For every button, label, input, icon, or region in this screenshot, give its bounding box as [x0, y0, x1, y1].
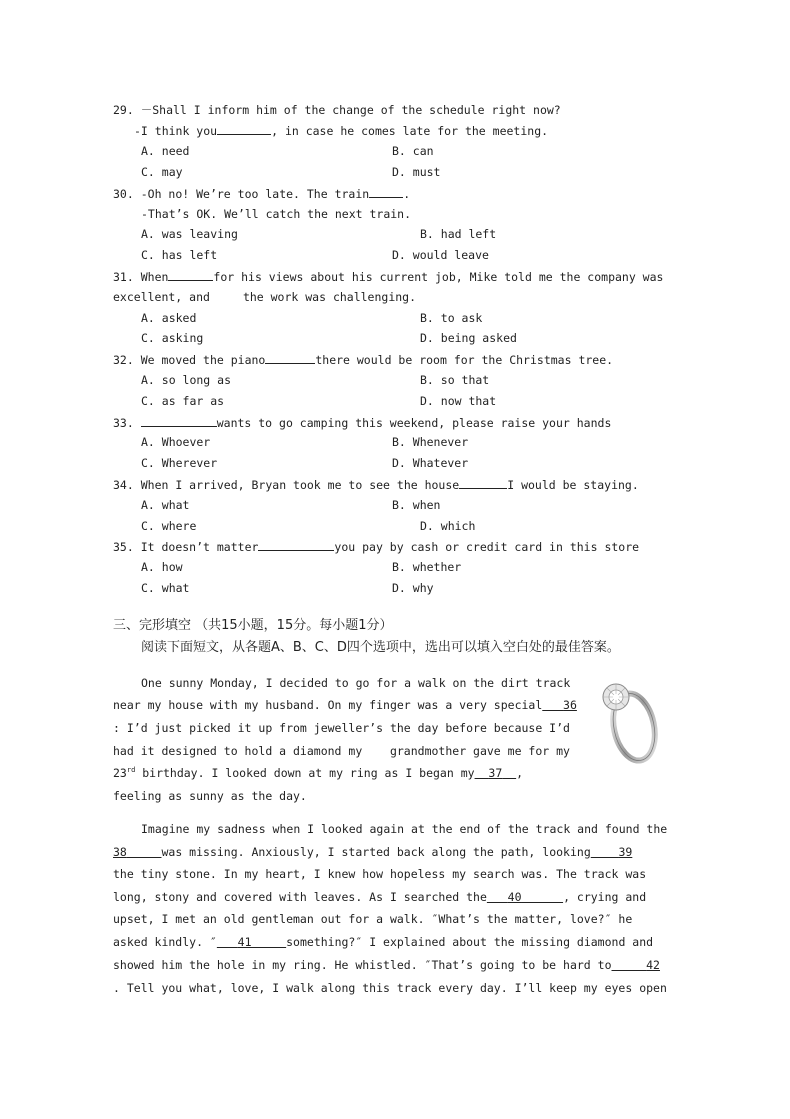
option[interactable]: D. would leave — [392, 248, 489, 262]
option[interactable]: C. where — [141, 519, 197, 533]
option[interactable]: A. asked — [141, 311, 197, 325]
passage-line: had it designed to hold a diamond my grandmother gave me for my — [113, 744, 570, 758]
section-instruction: 阅读下面短文，从各题A、B、C、D四个选项中，选出可以填入空白处的最佳答案。 — [141, 640, 620, 655]
option[interactable]: A. was leaving — [141, 227, 238, 241]
question-32-stem: 32. We moved the piano there would be room for the Christmas tree. — [113, 353, 614, 367]
answer-blank[interactable] — [459, 477, 507, 489]
option[interactable]: D. why — [392, 581, 434, 595]
blank-39[interactable]: 39 — [618, 845, 633, 859]
blank-41[interactable]: 41 — [237, 935, 252, 949]
question-30-stem2: -That’s OK. We’ll catch the next train. — [141, 207, 412, 221]
answer-blank[interactable] — [168, 269, 213, 281]
blank-38[interactable]: 38 — [113, 845, 127, 859]
answer-blank[interactable] — [258, 539, 334, 551]
blank-37[interactable]: 37 — [488, 766, 503, 780]
question-35-stem: 35. It doesn’t matter you pay by cash or credit card in this store — [113, 540, 640, 554]
option[interactable]: B. can — [392, 144, 434, 158]
option[interactable]: C. has left — [141, 248, 218, 262]
passage-line: : I’d just picked it up from jeweller’s the day before because I’d — [113, 721, 570, 735]
answer-blank[interactable] — [265, 352, 315, 364]
option[interactable]: D. Whatever — [392, 456, 469, 470]
passage-line: feeling as sunny as the day. — [113, 789, 307, 803]
diamond-ring-image — [596, 677, 662, 769]
option[interactable]: C. may — [141, 165, 183, 179]
option[interactable]: B. so that — [420, 373, 490, 387]
option[interactable]: D. now that — [420, 394, 497, 408]
answer-blank[interactable] — [217, 123, 271, 135]
option[interactable]: B. whether — [392, 560, 462, 574]
option[interactable]: A. so long as — [141, 373, 232, 387]
option[interactable]: B. when — [392, 498, 441, 512]
passage-line: 23rd birthday. I looked down at my ring as I began my 37 , — [113, 766, 524, 780]
passage-line: 38 was missing. Anxiously, I started back along the path, looking 39 — [113, 845, 633, 859]
question-33-stem: 33. wants to go camping this weekend, please raise your hands — [113, 416, 612, 430]
option[interactable]: C. asking — [141, 331, 204, 345]
passage-line: the tiny stone. In my heart, I knew how hopeless my search was. The track was — [113, 867, 647, 881]
blank-40[interactable]: 40 — [507, 890, 522, 904]
option[interactable]: C. Wherever — [141, 456, 218, 470]
answer-blank[interactable] — [141, 415, 217, 427]
passage-line: . Tell you what, love, I walk along this track every day. I’ll keep my eyes open — [113, 981, 667, 995]
question-34-stem: 34. When I arrived, Bryan took me to see the house I would be staying. — [113, 478, 639, 492]
option[interactable]: D. which — [420, 519, 476, 533]
passage-line: asked kindly. ″ 41 something?″ I explained about the missing diamond and — [113, 935, 654, 949]
option[interactable]: A. need — [141, 144, 190, 158]
question-31-stem2: excellent, and the work was challenging. — [113, 290, 417, 304]
option[interactable]: C. as far as — [141, 394, 225, 408]
passage-line: One sunny Monday, I decided to go for a walk on the dirt track — [141, 676, 571, 690]
section-heading: 三、完形填空 （共15小题，15分。每小题1分） — [113, 618, 393, 633]
option[interactable]: B. to ask — [420, 311, 483, 325]
passage-line: Imagine my sadness when I looked again at the end of the track and found the — [141, 822, 668, 836]
option[interactable]: D. being asked — [420, 331, 517, 345]
passage-line: long, stony and covered with leaves. As I searched the 40 , crying and — [113, 890, 647, 904]
question-29-stem2: -I think you , in case he comes late for the meeting. — [134, 124, 549, 138]
option[interactable]: A. what — [141, 498, 190, 512]
option[interactable]: A. how — [141, 560, 183, 574]
option[interactable]: D. must — [392, 165, 441, 179]
blank-42[interactable]: 42 — [646, 958, 660, 972]
blank-36[interactable]: 36 — [563, 698, 577, 712]
passage-line: showed him the hole in my ring. He whistled. ″That’s going to be hard to 42 — [113, 958, 660, 972]
option[interactable]: A. Whoever — [141, 435, 211, 449]
option[interactable]: C. what — [141, 581, 190, 595]
question-31-stem: 31. When for his views about his current job, Mike told me the company was — [113, 270, 664, 284]
answer-blank[interactable] — [369, 186, 403, 198]
option[interactable]: B. had left — [420, 227, 497, 241]
option[interactable]: B. Whenever — [392, 435, 469, 449]
question-29-stem: 29. －Shall I inform him of the change of the schedule right now? — [113, 103, 561, 117]
question-30-stem: 30. -Oh no! We’re too late. The train . — [113, 187, 411, 201]
passage-line: near my house with my husband. On my finger was a very special 36 — [113, 698, 577, 712]
passage-line: upset, I met an old gentleman out for a walk. ″What’s the matter, love?″ he — [113, 912, 633, 926]
